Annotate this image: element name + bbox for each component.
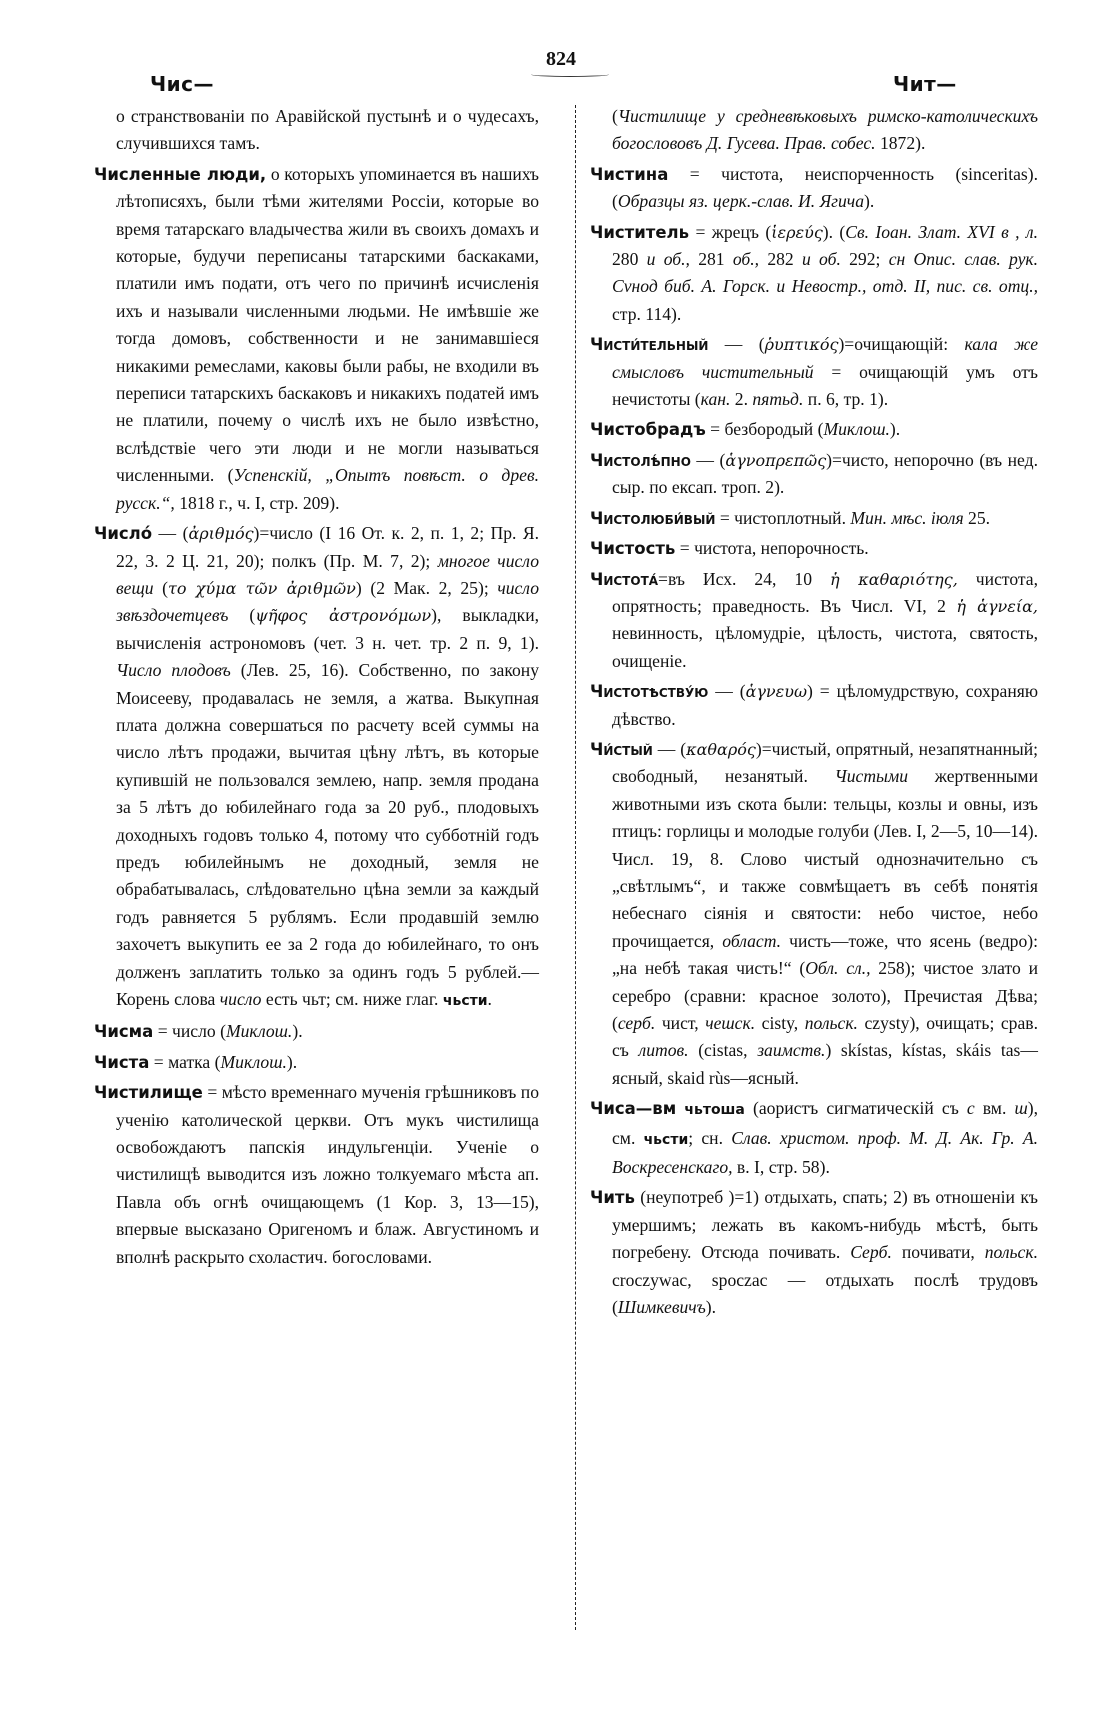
dictionary-entry [590, 505, 1038, 532]
headword: Чистобрадъ [590, 420, 706, 440]
reference-tail: ). [292, 1021, 303, 1042]
greek-term: το χύμα τῶν ἀριθμῶν [168, 578, 356, 598]
reference: Образцы яз. церк.-слав. И. Ягича [617, 191, 864, 212]
dictionary-entry [590, 161, 1038, 216]
definition-part: жертвенными животными изъ скота были: тельцы, козлы и овны, изъ птицъ: горлицы и молодые голуби (Лев. I, 2—5, 10—14). Числ. 19, 8. Слово чистый однозначительно съ „свѣтлымъ“, и также совмѣщаетъ въ себѣ понятія небеснаго сіянія и святости: небо чистое, небо прочищается, [612, 766, 1038, 951]
greek-term: ψῆφος ἀστρονόμων [255, 606, 432, 626]
greek-term: ῥυπτικός [764, 335, 839, 355]
definition-part: ). [705, 1297, 717, 1318]
greek-term: καθαρός [686, 739, 756, 759]
greek-term: ἀριθμός [188, 524, 254, 544]
greek-term: ἁγνευω [745, 682, 808, 702]
headword: Чить [590, 1188, 635, 1208]
definition: = матка ( [149, 1051, 221, 1072]
italic-phrase: област. [722, 930, 782, 951]
italic-phrase: сн Опис. слав. рук. Сvнод биб. А. Горск. и Невостр., отд. II, пис. св. отц., [612, 249, 1039, 297]
headword: Число́ [94, 524, 153, 544]
definition-part: 280 [612, 249, 647, 270]
definition-part: почивати, [891, 1242, 985, 1263]
definition-part: есть чьт; см. ниже глаг. [261, 989, 443, 1009]
definition-part: 258); чистое злато и серебро (сравни: красное золото), Пречистая Дѣва; ( [612, 958, 1038, 1033]
italic-phrase: пятьд. [752, 389, 804, 410]
italic-phrase: и об., [646, 249, 690, 270]
dictionary-entry [590, 1184, 1038, 1321]
italic-phrase: Слав. христом. проф. М. Д. Ак. Гр. А. Воскресенскаго, [612, 1127, 1038, 1178]
headword: Чистость [590, 539, 676, 559]
greek-term: ἡ καθαριότης, [830, 569, 958, 589]
headword: Чи́стый [590, 739, 653, 759]
definition-part: 2. [730, 389, 753, 410]
italic-phrase: Чистыми [834, 766, 908, 787]
reference: Миклош. [220, 1051, 287, 1072]
dictionary-entry [94, 1018, 539, 1045]
definition-part: ) skístas, kístas, skáis tas— ясный, skaid rùs—ясный. [612, 1040, 1038, 1088]
dictionary-entry [94, 161, 539, 517]
definition-part: ), выкладки, вычисленія астрономовъ (чет. 3 н. чет. тр. 2 п. 9, 1). [116, 605, 540, 653]
italic-phrase: с [966, 1098, 975, 1119]
definition-part: чистота, опрятность; праведность. Въ Числ. VI, 2 [612, 568, 1039, 616]
headword: Чистолѣ́пно [590, 450, 691, 470]
headword: Чистилище [94, 1083, 203, 1103]
headword: Чистолюби́вый [590, 508, 716, 528]
definition-part: — ( [708, 681, 746, 702]
dictionary-entry [590, 447, 1038, 502]
definition-part: (неупотреб )=1) отдыхать, спать; 2) въ отношеніи къ умершимъ; лежать въ какомъ-нибудь мѣстѣ, быть погребену. Отсюда почивать. [612, 1187, 1038, 1263]
dictionary-entry [590, 219, 1038, 329]
definition-part: cisty, [755, 1013, 805, 1033]
reference-tail: ). [864, 191, 875, 212]
page-number-rule [531, 72, 609, 77]
italic-phrase: и об. [802, 249, 841, 270]
definition-part: = жрецъ ( [689, 221, 772, 242]
dictionary-entry [590, 416, 1038, 443]
left-column [94, 103, 539, 1274]
cross-reference: чьсти [643, 1131, 689, 1148]
headword: Чистота́ [590, 569, 659, 589]
definition: = безбородый ( [705, 419, 824, 440]
italic-phrase: Серб. [850, 1242, 892, 1263]
definition-part: стр. 114). [612, 303, 682, 324]
definition-part: — ( [152, 523, 189, 544]
definition-part: 281 [689, 249, 733, 270]
column-divider [575, 105, 576, 1630]
greek-term: ἁγνοπρεπῶς [725, 450, 827, 470]
dictionary-entry [590, 331, 1038, 413]
headword: Численные люди, [94, 164, 267, 184]
italic-phrase: кала же смысловъ чистительный [612, 334, 1038, 382]
continued-text: (Чистилище у средневѣковыхъ римско-католическихъ богослововъ Д. Гусева. Прав. собес. 1872). [612, 106, 1038, 154]
definition: = число ( [153, 1021, 226, 1042]
page-number: 824 [546, 48, 576, 70]
dictionary-entry [94, 1079, 539, 1271]
italic-phrase: многое число вещи [116, 550, 539, 598]
italic-phrase: число [219, 989, 262, 1009]
definition-part: ; сн. [688, 1127, 732, 1148]
running-head-left: Чис— [150, 72, 215, 96]
definition-part: — ( [690, 449, 726, 470]
reference-tail: 25. [963, 507, 991, 528]
definition-part: — ( [652, 738, 687, 759]
italic-phrase: серб. [617, 1013, 656, 1033]
reference-tail: 1818 г., ч. I, стр. 209). [174, 492, 340, 513]
reference-tail: 1872). [875, 133, 926, 154]
italic-phrase: ш [1014, 1098, 1028, 1119]
definition-part: (аористъ сигматическій съ [744, 1098, 967, 1119]
definition-part: ( [228, 605, 256, 626]
italic-phrase: об., [732, 249, 760, 270]
dictionary-entry [590, 678, 1038, 733]
definition-part: = очищающій умъ отъ нечистоты ( [612, 361, 1039, 410]
italic-phrase: Число плодовъ [116, 660, 231, 681]
definition: = чистота, неиспорченность (sinceritas). ( [612, 163, 1038, 212]
italic-phrase: Шимкевичъ [617, 1297, 706, 1318]
definition-part: ). ( [822, 221, 846, 242]
definition-part: ) = цѣломудрствую, сохраняю дѣвство. [612, 681, 1038, 729]
definition-part: )=чистый, опрятный, незапятнанный; свободный, незанятый. [612, 738, 1038, 787]
italic-phrase: литов. [638, 1040, 689, 1061]
cross-reference: чьсти [442, 993, 488, 1009]
reference: Мин. мѣс. іюля [850, 507, 964, 528]
definition-part: . [487, 989, 492, 1009]
definition-part: 292; [840, 249, 889, 270]
definition: = чистоплотный. [715, 507, 851, 528]
headword: Чисма [94, 1022, 154, 1042]
definition-part: — ( [708, 334, 765, 355]
definition-part: 282 [759, 249, 802, 270]
continued-text: о странствованіи по Аравійской пустынѣ и о чудесахъ, случившихся тамъ. [116, 106, 539, 154]
definition-part: =въ Исх. 24, 10 [658, 568, 830, 589]
definition-part: невинность, цѣломудріе, цѣлость, чистота, святость, очищеніе. [612, 623, 1038, 671]
italic-phrase: чешск. [705, 1013, 756, 1033]
greek-term: ἱερεύς [771, 222, 823, 242]
definition-part: )=чисто, непорочно (въ нед. сыр. по ексап. троп. 2). [612, 449, 1038, 498]
definition-part: п. 6, тр. 1). [803, 389, 889, 410]
definition-part: ), см. [612, 1098, 1038, 1148]
headword: Чиста [94, 1052, 150, 1072]
reference: Чистилище у средневѣковыхъ римско-католическихъ богослововъ Д. Гусева. Прав. собес. [612, 106, 1038, 154]
definition-part: czysty), очищать; срав. съ [612, 1013, 1038, 1061]
reference-tail: ). [889, 419, 901, 440]
headword: Чисти́тельный [590, 335, 709, 355]
headword: Чиститель [590, 222, 690, 242]
italic-phrase: польск. [984, 1242, 1038, 1263]
definition-part: croczywac, spoczac — отдыхать послѣ трудовъ ( [612, 1269, 1038, 1318]
reference: Успенскій, „Опытъ повѣст. о древ. русск.“, [116, 465, 539, 513]
italic-phrase: заимств. [757, 1040, 826, 1061]
dictionary-entry [590, 1095, 1038, 1181]
dictionary-entry [590, 535, 1038, 562]
italic-phrase: Св. Іоан. Злат. XVI в , л. [845, 221, 1038, 242]
italic-phrase: число звѣздочетцевъ [116, 577, 539, 626]
definition: о которыхъ упоминается въ нашихъ лѣтописяхъ, были тѣми жителями Россіи, которые во время татарскаго владычества жили въ своихъ домахъ и которые, будучи переписаны татарскими баскаками, платили имъ подати, отъ чего по причинѣ исчисленія ихъ и называли численными людьми. Не имѣвшіе же тогда домовъ, собственности и не занимавшіеся никакими ремеслами, каковы были рабы, не входили въ переписи татарскихъ баскаковъ и никакихъ податей имъ не платили, почему о числѣ ихъ не было извѣстно, вслѣдствіе чего эти люди и не могли называться численными. ( [116, 163, 540, 486]
definition-part: )=число (I 16 От. к. 2, п. 1, 2; Пр. Я. 22, 3. 2 Ц. 21, 20); полкъ (Пр. М. 7, 2); [116, 523, 539, 571]
definition-part: в. I, стр. 58). [732, 1157, 830, 1178]
reference: Миклош. [823, 419, 890, 440]
running-head-right: Чит— [893, 72, 957, 96]
definition-part: чисть—тоже, что ясень (ведро): „на небѣ такая чисть!“ ( [612, 930, 1038, 979]
reference-tail: ). [286, 1051, 298, 1072]
definition-part: )=очищающій: [838, 334, 965, 355]
definition-part: вм. [974, 1098, 1015, 1119]
definition-part: чист, [655, 1013, 706, 1033]
italic-phrase: Обл. сл., [805, 958, 871, 979]
cross-reference: чьтоша [684, 1102, 745, 1119]
dictionary-entry [590, 736, 1038, 1092]
headword: Чистотѣству́ю [590, 682, 709, 702]
definition-part: ( [153, 577, 168, 598]
reference: Миклош. [225, 1021, 293, 1042]
headword: Чистина [590, 164, 669, 184]
italic-phrase: польск. [804, 1013, 858, 1033]
headword: Чиса—вм [590, 1099, 677, 1119]
definition-part: (cistas, [688, 1040, 758, 1061]
definition-part: ) (2 Мак. 2, 25); [355, 577, 498, 598]
right-column [590, 103, 1038, 1324]
italic-phrase: кан. [700, 389, 731, 410]
dictionary-entry [94, 1049, 539, 1076]
definition: = чистота, непорочность. [675, 538, 869, 559]
greek-term: ἡ ἁγνεία, [956, 596, 1039, 616]
dictionary-entry [590, 566, 1038, 676]
definition: = мѣсто временнаго мученія грѣшниковъ по ученію католической церкви. Отъ мукъ чистилища освобождаютъ папскія индульгенціи. Ученіе о чистилищѣ выводится изъ ложно толкуемаго мѣста ап. Павла объ огнѣ очищающемъ (1 Кор. 3, 13—15), впервые высказано Оригеномъ и блаж. Августиномъ и вполнѣ раскрыто схоластич. богословами. [116, 1082, 539, 1267]
dictionary-entry [94, 520, 539, 1015]
definition-part: (Лев. 25, 16). Собственно, по закону Моисееву, продавалась не земля, а жатва. Выкупная плата должна совершаться по расчету всей суммы на число лѣтъ продажи, вычитая цѣну лѣтъ, въ которые купившій не пользовался землею, напр. земля продана за 5 лѣтъ до юбилейнаго года за 20 руб., плодовыхъ доходныхъ годовъ только 4, потому что субботній годъ предъ юбилейнымъ не доходный, земля не обрабатывалась, слѣдовательно цѣна земли за каждый годъ равняется 5 рублямъ. Если продавшій землю захочетъ выкупить ее за 2 года до юбилейнаго, то онъ долженъ заплатить только за одинъ годъ 5 рублей.—Корень слова [116, 660, 539, 1009]
